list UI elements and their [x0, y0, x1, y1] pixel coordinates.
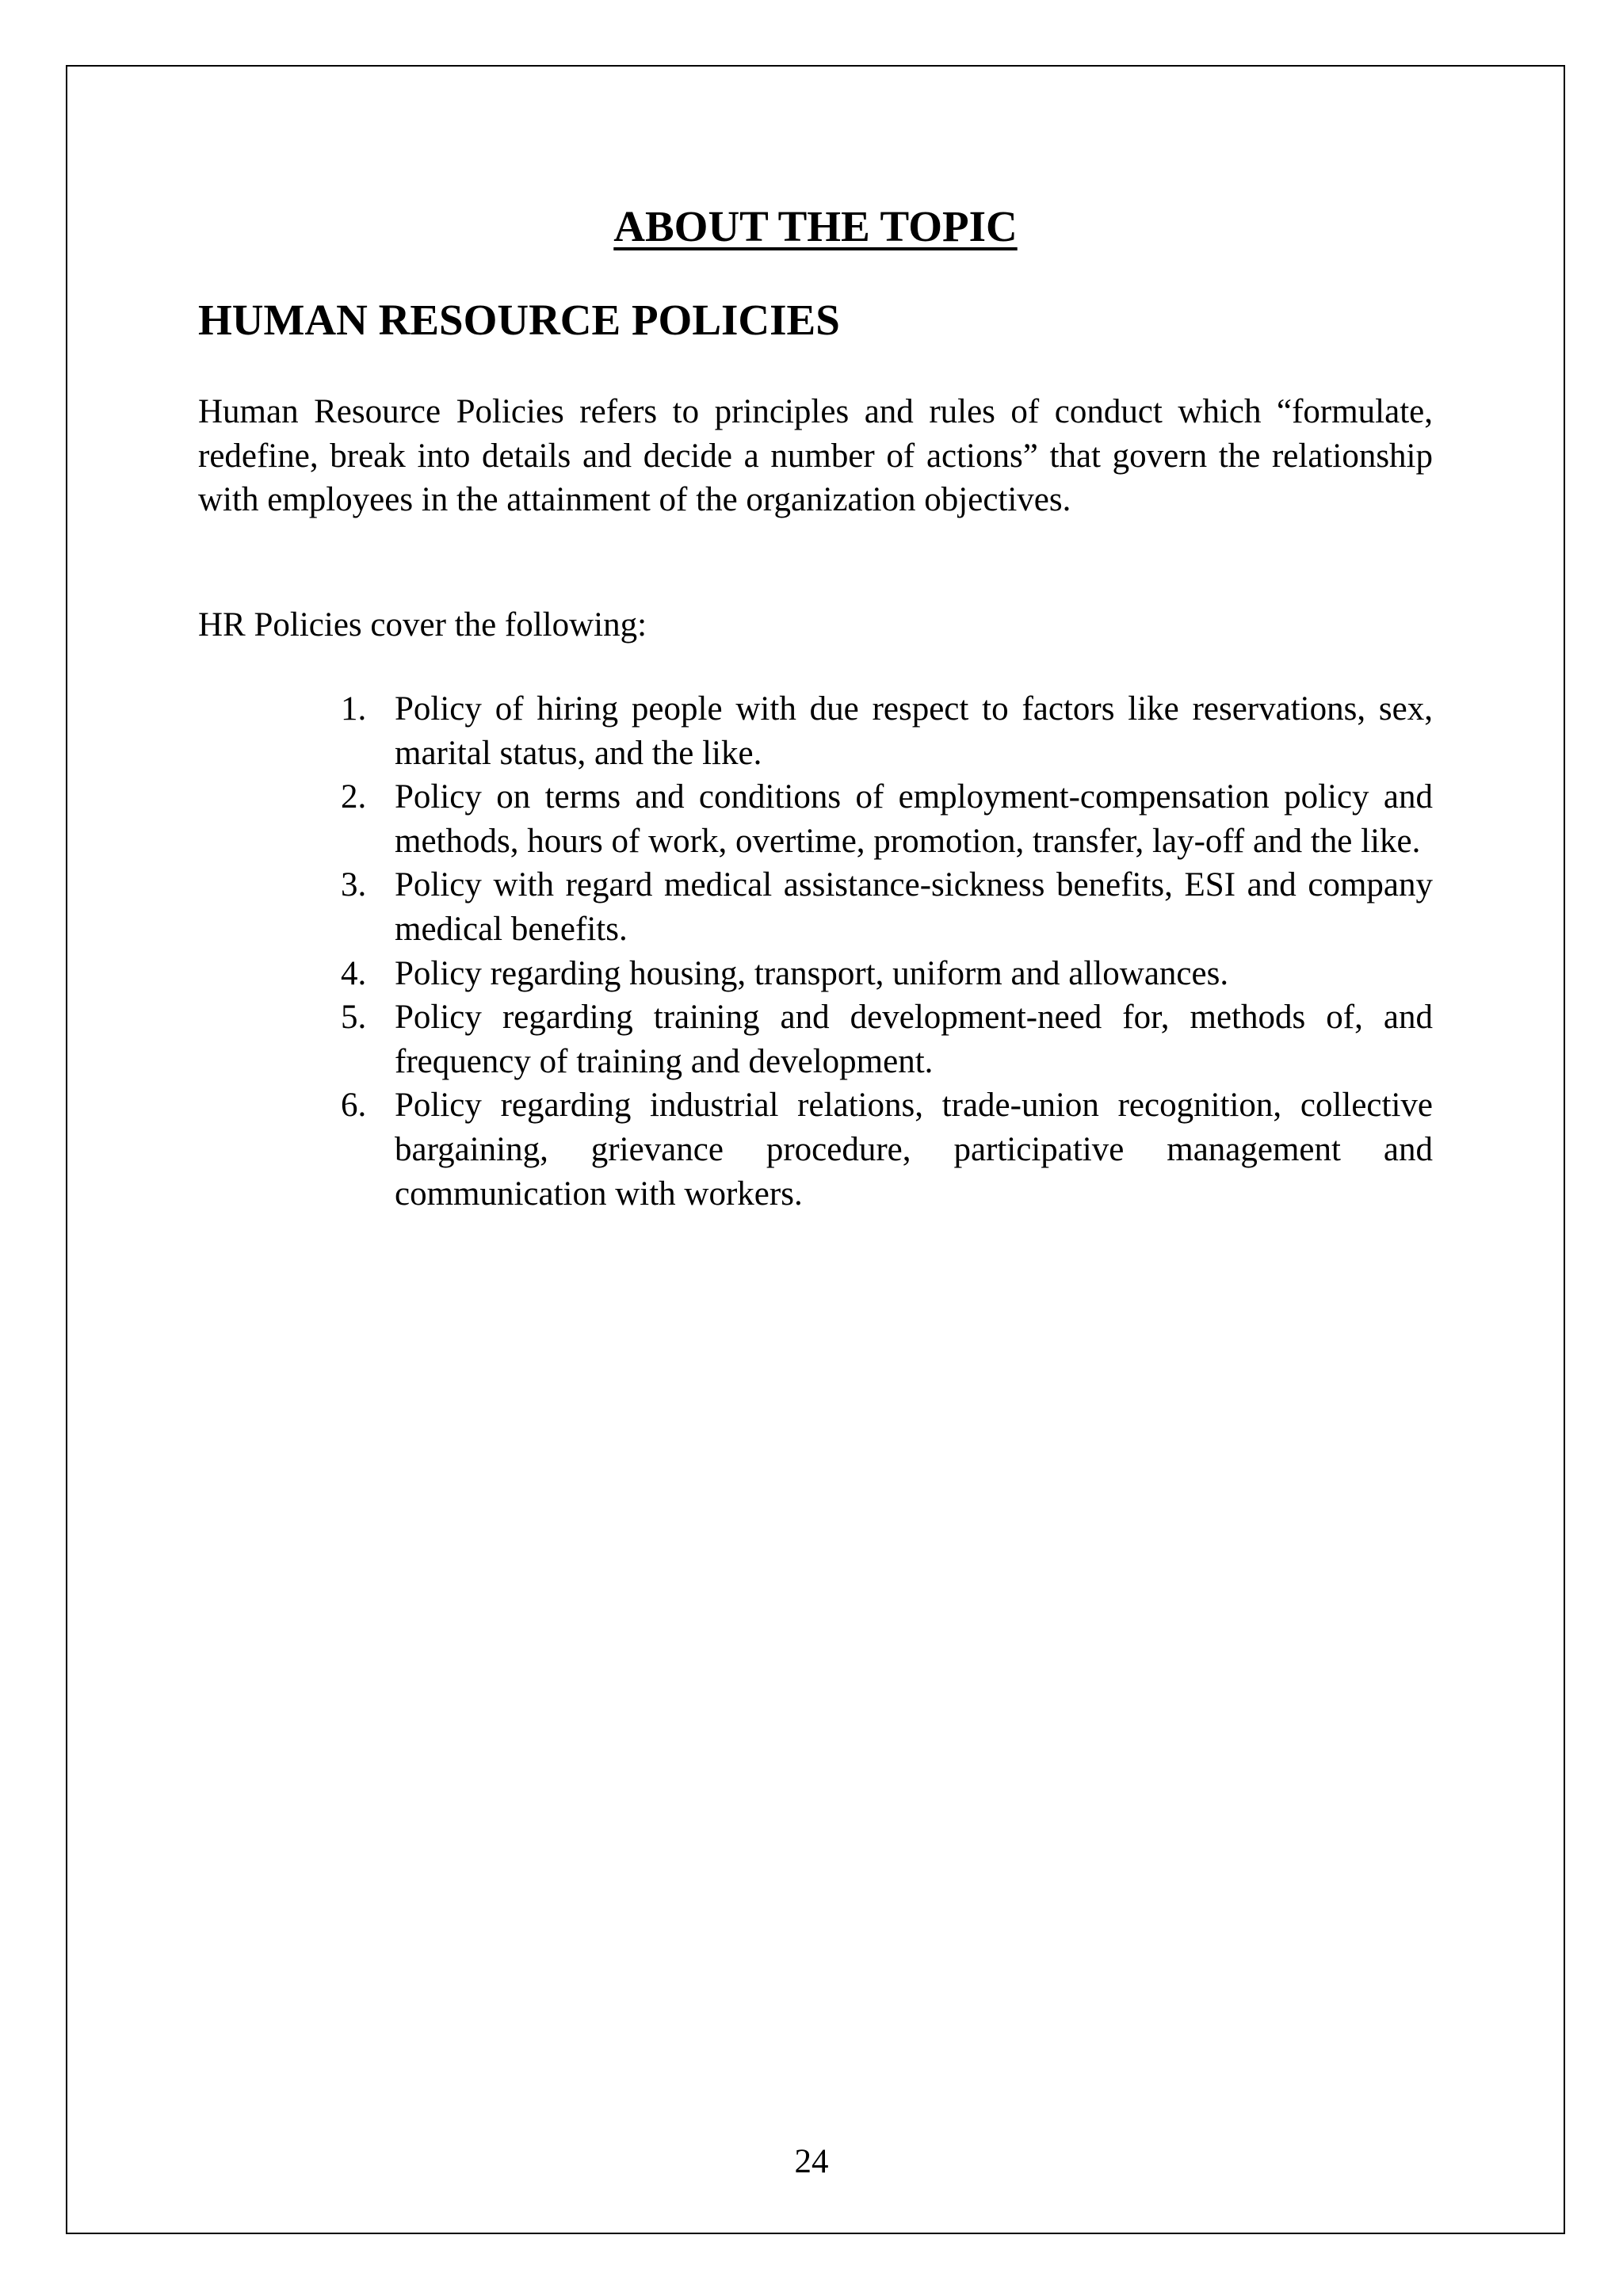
policy-item: [341, 995, 1433, 1083]
policy-text: Policy regarding housing, transport, uniform and allowances.: [395, 954, 1229, 992]
policy-text: Policy of hiring people with due respect to factors like reservations, sex, marital status, and the like.: [395, 690, 1433, 772]
policy-number: 3.: [341, 866, 367, 904]
policy-item: [341, 1083, 1433, 1216]
section-title: ABOUT THE TOPIC: [613, 202, 1018, 250]
policy-number: 2.: [341, 778, 367, 816]
policy-number: 5.: [341, 999, 367, 1037]
topic-heading: HUMAN RESOURCE POLICIES: [198, 296, 840, 344]
policy-number: 6.: [341, 1087, 367, 1125]
policy-text: Policy on terms and conditions of employment-compensation policy and methods, hours of work, overtime, promotion, transfer, lay-off and the like.: [395, 778, 1433, 860]
policy-number: 4.: [341, 954, 367, 992]
policy-item: [341, 952, 1433, 996]
policy-text: Policy regarding training and development-need for, methods of, and frequency of training and development.: [395, 999, 1433, 1080]
policy-text: Policy regarding industrial relations, trade-union recognition, collective bargaining, grievance procedure, participative management and communication with workers.: [395, 1087, 1433, 1213]
cover-intro: HR Policies cover the following:: [198, 606, 647, 644]
page-number: 24: [794, 2143, 829, 2180]
policy-item: [341, 775, 1433, 863]
policy-text: Policy with regard medical assistance-sickness benefits, ESI and company medical benefits.: [395, 866, 1433, 948]
policy-number: 1.: [341, 690, 367, 728]
policy-item: [341, 687, 1433, 775]
intro-paragraph: Human Resource Policies refers to principles and rules of conduct which “formulate, redefine, break into details and decide a number of actions” that govern the relationship with employees in the attainment of the organization objectives.: [198, 393, 1433, 519]
policy-list: [341, 687, 1433, 1216]
policy-item: [341, 863, 1433, 951]
